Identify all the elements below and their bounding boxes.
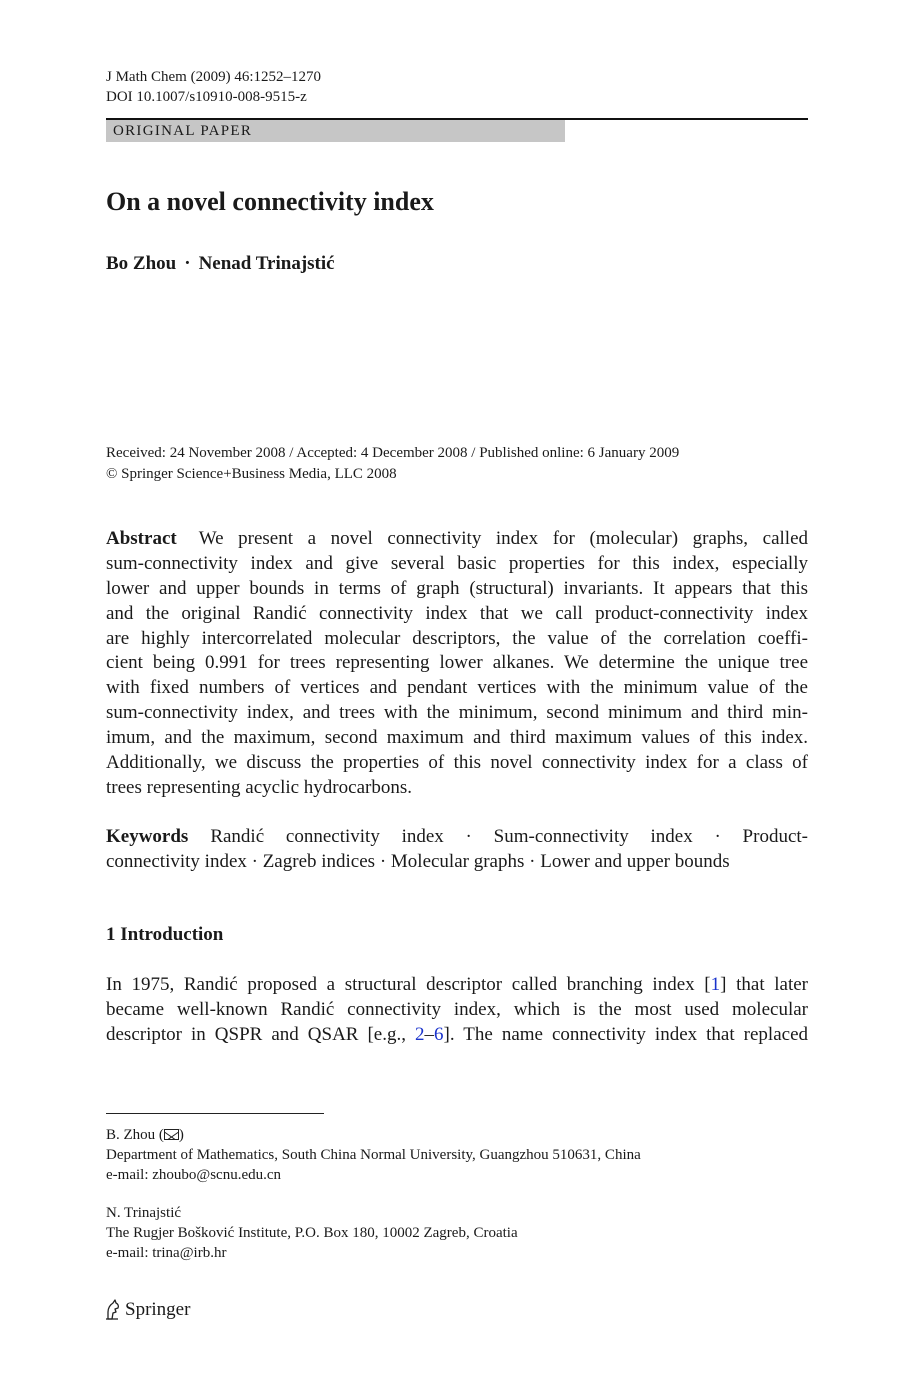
abstract-line: Abstract We present a novel connectivity index for (molecular) graphs, called	[106, 528, 808, 549]
abstract-line: Additionally, we discuss the properties of this novel connectivity index for a class of	[106, 752, 808, 774]
author-name: Bo Zhou	[106, 253, 177, 274]
author-separator: ·	[184, 253, 191, 274]
doi: DOI 10.1007/s10910-008-9515-z	[106, 89, 307, 105]
springer-horse-icon	[104, 1299, 122, 1321]
journal-citation: J Math Chem (2009) 46:1252–1270	[106, 69, 321, 85]
publisher-name: Springer	[125, 1299, 191, 1320]
footnote-author-name: B. Zhou ( )	[106, 1127, 184, 1143]
citation-link[interactable]: 6	[434, 1023, 444, 1045]
body-line: In 1975, Randić proposed a structural descriptor called branching index [1] that later	[106, 974, 809, 995]
publication-dates: Received: 24 November 2008 / Accepted: 4 December 2008 / Published online: 6 January 2009	[106, 445, 680, 461]
abstract-line: cient being 0.991 for trees representing lower alkanes. We determine the unique tree	[106, 652, 808, 674]
keywords-line: Keywords Randić connectivity index · Sum-connectivity index · Product-	[106, 826, 808, 847]
abstract-line: and the original Randić connectivity index that we call product-connectivity index	[106, 602, 808, 624]
keywords-line: connectivity index · Zagreb indices · Molecular graphs · Lower and upper bounds	[106, 850, 730, 872]
abstract	[106, 527, 808, 801]
author-name: Nenad Trinajstić	[198, 253, 335, 274]
abstract-heading: Abstract	[106, 528, 177, 549]
abstract-line: sum-connectivity index and give several basic properties for this index, especially	[106, 552, 808, 574]
footnote-rule	[106, 1113, 324, 1114]
body-line: became well-known Randić connectivity index, which is the most used molecular	[106, 998, 808, 1020]
footnote-affiliation: The Rugjer Bošković Institute, P.O. Box 180, 10002 Zagreb, Croatia	[106, 1225, 518, 1241]
abstract-line: trees representing acyclic hydrocarbons.	[106, 776, 412, 798]
abstract-line: lower and upper bounds in terms of graph (structural) invariants. It appears that this	[106, 577, 808, 599]
envelope-icon	[164, 1129, 179, 1140]
introduction-paragraph	[106, 973, 808, 1048]
abstract-line: sum-connectivity index, and trees with the minimum, second minimum and third min-	[106, 702, 808, 724]
author-list	[106, 252, 335, 276]
body-line: descriptor in QSPR and QSAR [e.g., 2–6]. The name connectivity index that replaced	[106, 1023, 808, 1045]
publisher-mark	[104, 1298, 190, 1322]
abstract-line: with fixed numbers of vertices and pendant vertices with the minimum value of the	[106, 677, 808, 699]
copyright-notice: © Springer Science+Business Media, LLC 2008	[106, 466, 397, 482]
article-type-label: ORIGINAL PAPER	[113, 123, 253, 139]
citation-link[interactable]: 1	[710, 974, 721, 995]
abstract-line: are highly intercorrelated molecular descriptors, the value of the correlation coeffi-	[106, 627, 808, 649]
paper-title: On a novel connectivity index	[106, 187, 434, 216]
section-heading: 1 Introduction	[106, 924, 224, 945]
abstract-line: imum, and the maximum, second maximum and third maximum values of this index.	[106, 727, 808, 749]
citation-link[interactable]: 2	[415, 1023, 425, 1045]
footnote-author-name: N. Trinajstić	[106, 1205, 182, 1221]
footnote-email: e-mail: zhoubo@scnu.edu.cn	[106, 1167, 282, 1183]
keywords-heading: Keywords	[106, 826, 189, 847]
footnote-email: e-mail: trina@irb.hr	[106, 1245, 227, 1261]
footnote-affiliation: Department of Mathematics, South China Normal University, Guangzhou 510631, China	[106, 1147, 641, 1163]
keywords	[106, 825, 808, 875]
